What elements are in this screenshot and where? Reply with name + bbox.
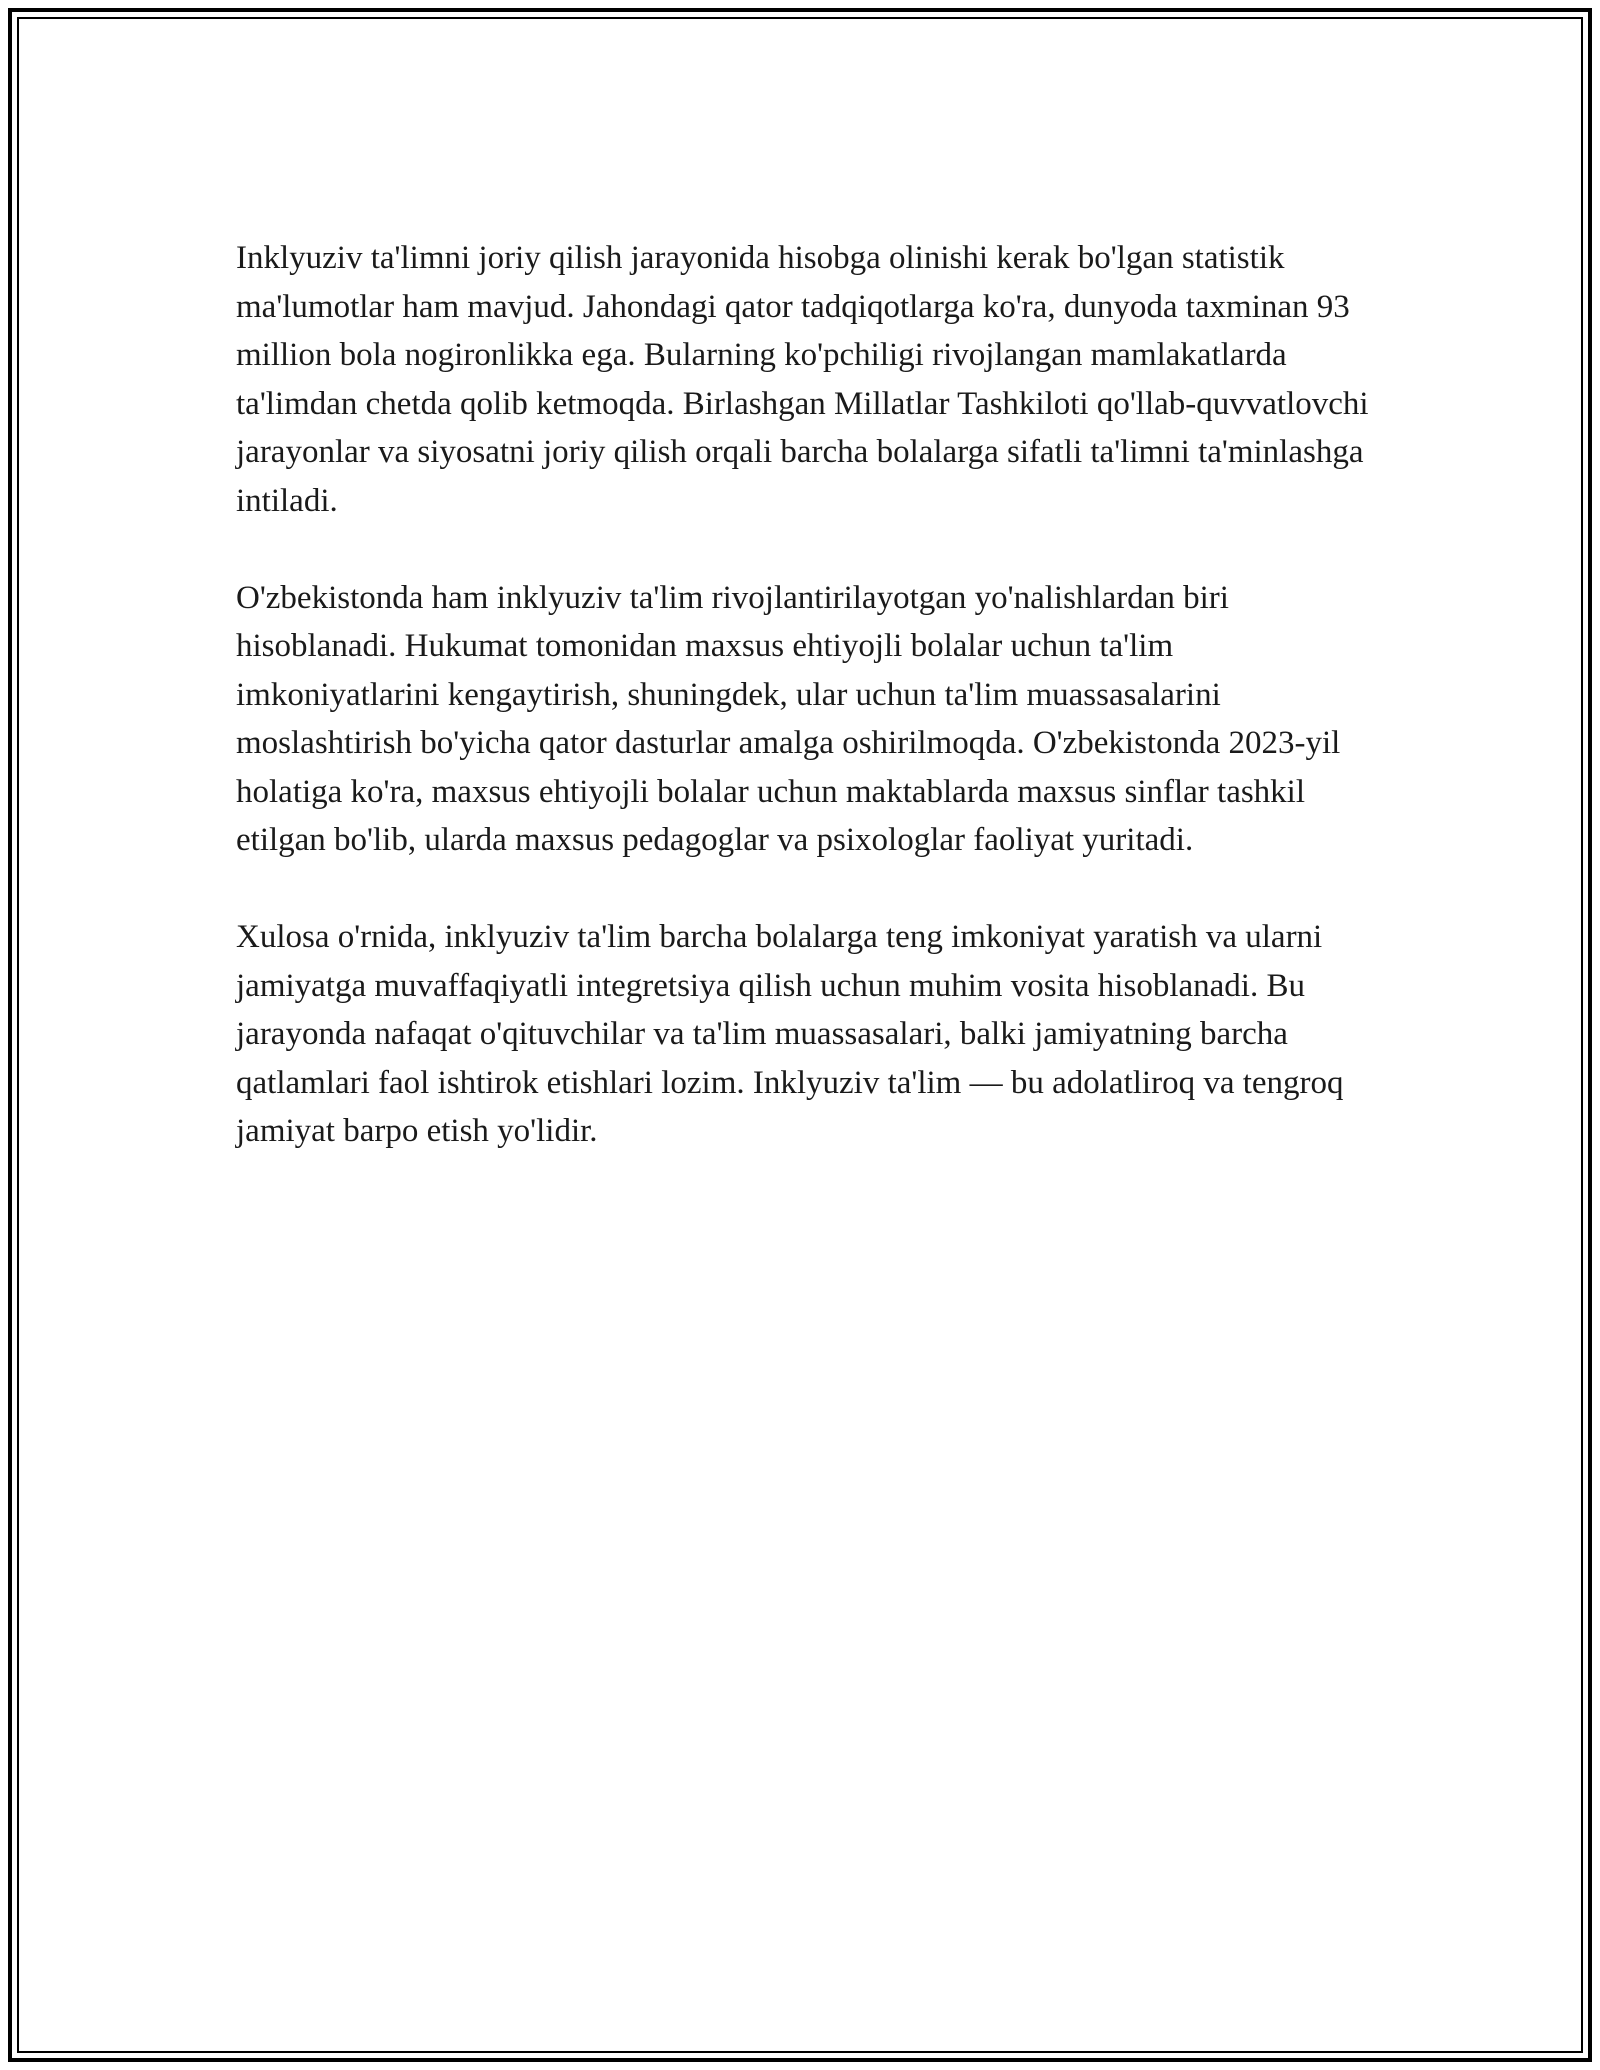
paragraph-uzbekistan: O'zbekistonda ham inklyuziv ta'lim rivojlantirilayotgan yo'nalishlardan biri hisoblanadi. Hukumat tomonidan maxsus ehtiyojli bolalar uchun ta'lim imkoniyatlarini kengaytirish, shuningdek, ular uchun ta'lim muassasalarini moslashtirish bo'yicha qator dasturlar amalga oshirilmoqda. O'zbekistonda 2023-yil holatiga ko'ra, maxsus ehtiyojli bolalar uchun maktablarda maxsus sinflar tashkil etilgan bo'lib, ularda maxsus pedagoglar va psixologlar faoliyat yuritadi.: [236, 579, 1341, 858]
document-body: [236, 234, 1376, 1204]
paragraph-conclusion: Xulosa o'rnida, inklyuziv ta'lim barcha bolalarga teng imkoniyat yaratish va ularni jamiyatga muvaffaqiyatli integretsiya qilish uchun muhim vosita hisoblanadi. Bu jarayonda nafaqat o'qituvchilar va ta'lim muassasalari, balki jamiyatning barcha qatlamlari faol ishtirok etishlari lozim. Inklyuziv ta'lim — bu adolatliroq va tengroq jamiyat barpo etish yo'lidir.: [236, 919, 1344, 1149]
paragraph-statistics: Inklyuziv ta'limni joriy qilish jarayonida hisobga olinishi kerak bo'lgan statistik ma'lumotlar ham mavjud. Jahondagi qator tadqiqotlarga ko'ra, dunyoda taxminan 93 million bola nogironlikka ega. Bularning ko'pchiligi rivojlangan mamlakatlarda ta'limdan chetda qolib ketmoqda. Birlashgan Millatlar Tashkiloti qo'llab-quvvatlovchi jarayonlar va siyosatni joriy qilish orqali barcha bolalarga sifatli ta'limni ta'minlashga intiladi.: [236, 240, 1369, 519]
